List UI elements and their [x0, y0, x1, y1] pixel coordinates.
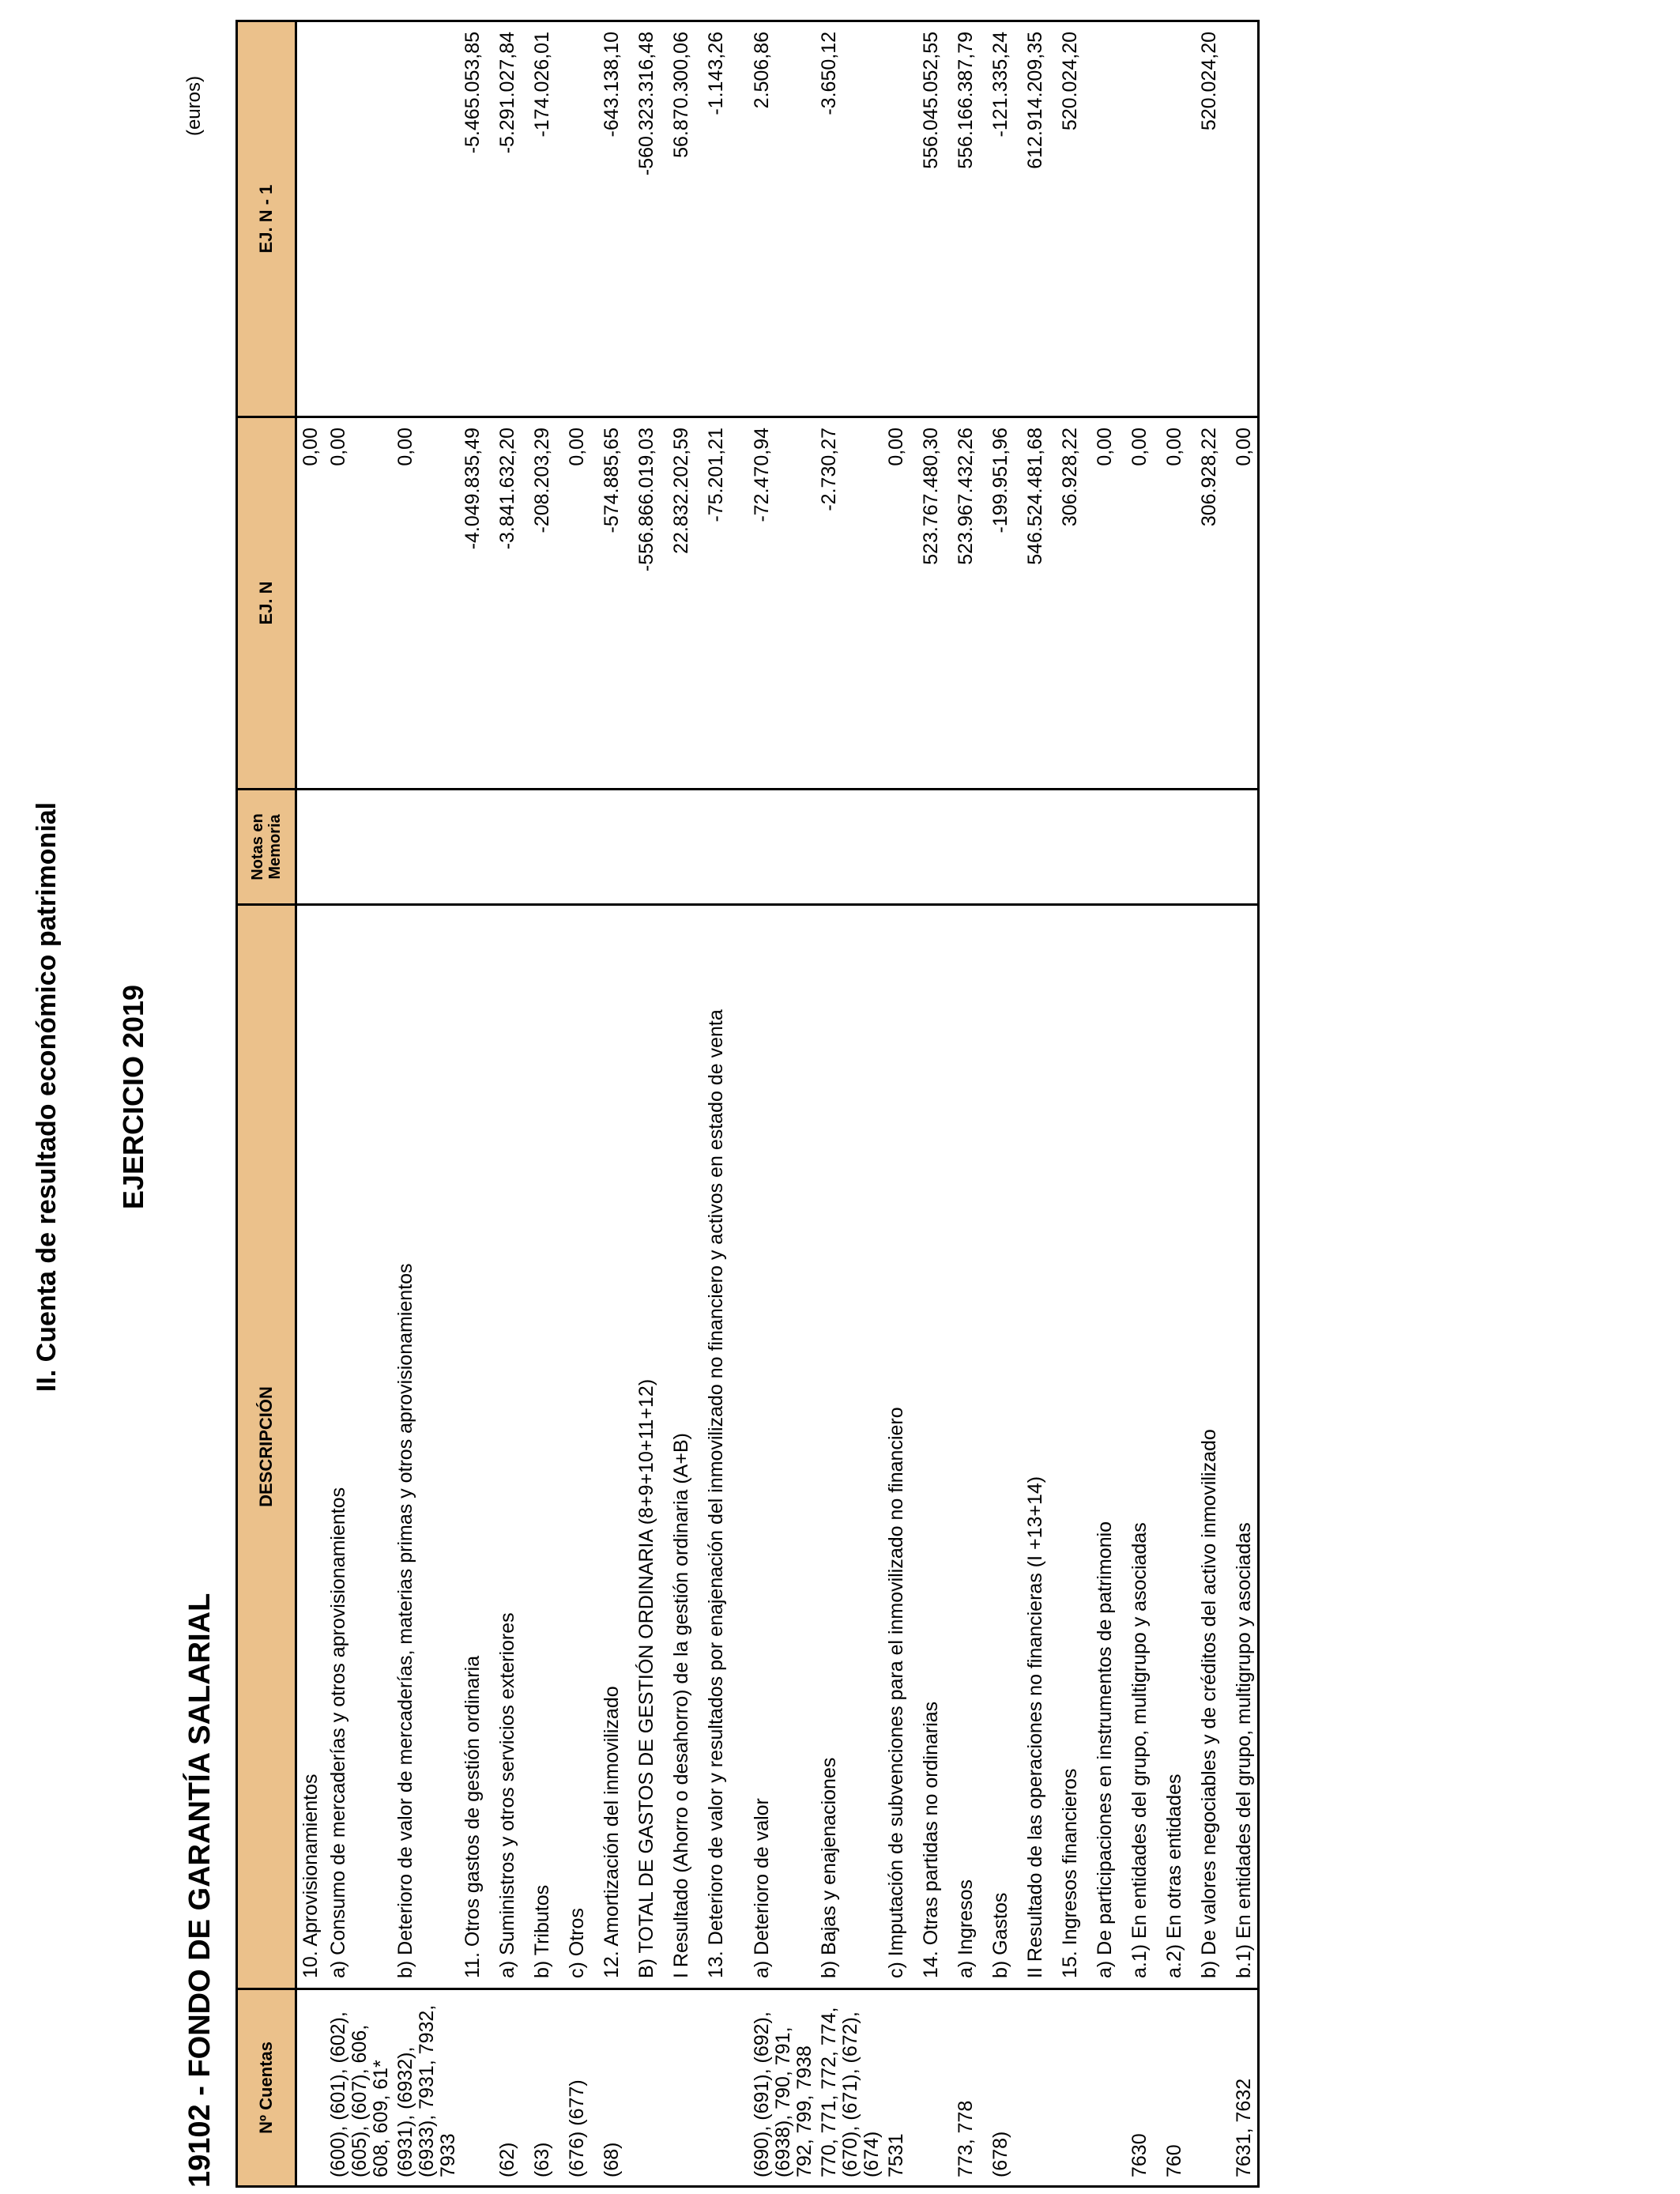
notes-cell	[392, 790, 459, 905]
notes-cell	[917, 790, 952, 905]
table-row	[883, 21, 917, 2187]
year-n-1-cell: 612.914.209,35	[1022, 21, 1057, 417]
table-row	[1196, 21, 1230, 2187]
notes-cell	[296, 790, 325, 905]
notes-cell	[1126, 790, 1161, 905]
description-cell: 15. Ingresos financieros	[1057, 905, 1091, 1989]
notes-cell	[1022, 790, 1057, 905]
accounts-cell: 773, 778	[952, 1989, 987, 2187]
accounts-cell: 7631, 7632	[1230, 1989, 1259, 2187]
header-description: DESCRIPCIÓN	[237, 905, 296, 1989]
table-row	[392, 21, 459, 2187]
accounts-cell: (600), (601), (602), (605), (607), 606, 608, 609, 61*	[325, 1989, 392, 2187]
notes-cell	[529, 790, 563, 905]
document-title: II. Cuenta de resultado económico patrimonial	[32, 801, 62, 1393]
year-n-cell: 0,00	[325, 417, 392, 790]
year-n-1-cell: 56.870.300,06	[668, 21, 703, 417]
table-row	[529, 21, 563, 2187]
accounts-cell	[1196, 1989, 1230, 2187]
description-cell: I Resultado (Ahorro o desahorro) de la gestión ordinaria (A+B)	[668, 905, 703, 1989]
year-n-cell: -574.885,65	[598, 417, 633, 790]
notes-cell	[883, 790, 917, 905]
accounts-cell: (690), (691), (692), (6938), 790, 791, 792, 799, 7938	[748, 1989, 816, 2187]
notes-cell	[325, 790, 392, 905]
description-cell: b) De valores negociables y de créditos del activo inmovilizado	[1196, 905, 1230, 1989]
notes-cell	[1091, 790, 1126, 905]
table-header-row	[237, 21, 296, 2187]
description-cell: c) Otros	[563, 905, 598, 1989]
notes-cell	[748, 790, 816, 905]
description-cell: b) Gastos	[987, 905, 1022, 1989]
results-table	[235, 20, 1260, 2188]
accounts-cell	[1057, 1989, 1091, 2187]
table-row	[748, 21, 816, 2187]
year-n-1-cell: -174.026,01	[529, 21, 563, 417]
year-n-cell: 523.767.480,30	[917, 417, 952, 790]
description-cell: II Resultado de las operaciones no financieras (I +13+14)	[1022, 905, 1057, 1989]
description-cell: a) Consumo de mercaderías y otros aprovisionamientos	[325, 905, 392, 1989]
table-row	[1161, 21, 1196, 2187]
description-cell: b) Deterioro de valor de mercaderías, materias primas y otros aprovisionamientos	[392, 905, 459, 1989]
table-row	[1126, 21, 1161, 2187]
description-cell: a) Suministros y otros servicios exteriores	[494, 905, 529, 1989]
accounts-cell: (62)	[494, 1989, 529, 2187]
table-row	[816, 21, 883, 2187]
year-n-cell: 0,00	[1230, 417, 1259, 790]
table-row	[1022, 21, 1057, 2187]
notes-cell	[1057, 790, 1091, 905]
year-n-1-cell: 520.024,20	[1057, 21, 1091, 417]
year-n-cell: -75.201,21	[703, 417, 748, 790]
year-n-cell: -556.866.019,03	[633, 417, 668, 790]
accounts-cell	[917, 1989, 952, 2187]
year-n-1-cell: -1.143,26	[703, 21, 748, 417]
year-n-1-cell: -5.291.027,84	[494, 21, 529, 417]
header-notes: Notas en Memoria	[237, 790, 296, 905]
accounts-cell: (63)	[529, 1989, 563, 2187]
description-cell: B) TOTAL DE GASTOS DE GESTIÓN ORDINARIA (8+9+10+11+12)	[633, 905, 668, 1989]
description-cell: c) Imputación de subvenciones para el inmovilizado no financiero	[883, 905, 917, 1989]
year-n-1-cell: -3.650,12	[816, 21, 883, 417]
description-cell: b) Bajas y enajenaciones	[816, 905, 883, 1989]
accounts-cell: (678)	[987, 1989, 1022, 2187]
year-n-1-cell	[296, 21, 325, 417]
header-year-n-1: EJ. N - 1	[237, 21, 296, 417]
notes-cell	[952, 790, 987, 905]
accounts-cell: (6931), (6932), (6933), 7931, 7932, 7933	[392, 1989, 459, 2187]
table-row	[459, 21, 494, 2187]
accounts-cell	[668, 1989, 703, 2187]
year-n-1-cell	[1126, 21, 1161, 417]
accounts-cell: 7531	[883, 1989, 917, 2187]
header-accounts: Nº Cuentas	[237, 1989, 296, 2187]
year-n-cell: 22.832.202,59	[668, 417, 703, 790]
year-n-cell: 0,00	[1126, 417, 1161, 790]
accounts-cell: (68)	[598, 1989, 633, 2187]
year-n-1-cell: 2.506,86	[748, 21, 816, 417]
header-year-n: EJ. N	[237, 417, 296, 790]
notes-cell	[816, 790, 883, 905]
accounts-cell	[703, 1989, 748, 2187]
description-cell: a) Ingresos	[952, 905, 987, 1989]
accounts-cell: 770, 771, 772, 774, (670), (671), (672), (674)	[816, 1989, 883, 2187]
description-cell: 14. Otras partidas no ordinarias	[917, 905, 952, 1989]
notes-cell	[703, 790, 748, 905]
table-row	[668, 21, 703, 2187]
year-n-1-cell	[883, 21, 917, 417]
table-row	[494, 21, 529, 2187]
table-body	[296, 21, 1259, 2187]
year-n-cell: -2.730,27	[816, 417, 883, 790]
notes-cell	[1196, 790, 1230, 905]
table-row	[917, 21, 952, 2187]
accounts-cell: 760	[1161, 1989, 1196, 2187]
entity-heading: 19102 - FONDO DE GARANTÍA SALARIAL	[183, 1593, 217, 2188]
year-n-cell: 0,00	[1161, 417, 1196, 790]
year-n-1-cell: -121.335,24	[987, 21, 1022, 417]
year-n-cell: -3.841.632,20	[494, 417, 529, 790]
table-row	[952, 21, 987, 2187]
notes-cell	[459, 790, 494, 905]
year-n-1-cell: 556.166.387,79	[952, 21, 987, 417]
table-row	[703, 21, 748, 2187]
table-row	[325, 21, 392, 2187]
table-row	[598, 21, 633, 2187]
year-n-cell: 0,00	[883, 417, 917, 790]
description-cell: 12. Amortización del inmovilizado	[598, 905, 633, 1989]
notes-cell	[1161, 790, 1196, 905]
year-n-cell: 0,00	[563, 417, 598, 790]
year-n-cell: -72.470,94	[748, 417, 816, 790]
table-row	[987, 21, 1022, 2187]
year-n-cell: 0,00	[296, 417, 325, 790]
accounts-cell: (676) (677)	[563, 1989, 598, 2187]
accounts-cell	[459, 1989, 494, 2187]
exercise-heading: EJERCICIO 2019	[117, 984, 149, 1210]
table-row	[1057, 21, 1091, 2187]
year-n-cell: 306.928,22	[1057, 417, 1091, 790]
notes-cell	[668, 790, 703, 905]
accounts-cell	[296, 1989, 325, 2187]
description-cell: b) Tributos	[529, 905, 563, 1989]
accounts-cell: 7630	[1126, 1989, 1161, 2187]
notes-cell	[598, 790, 633, 905]
notes-cell	[1230, 790, 1259, 905]
notes-cell	[494, 790, 529, 905]
year-n-1-cell	[563, 21, 598, 417]
description-cell: a) De participaciones en instrumentos de patrimonio	[1091, 905, 1126, 1989]
year-n-cell: -199.951,96	[987, 417, 1022, 790]
accounts-cell	[1022, 1989, 1057, 2187]
year-n-cell: 546.524.481,68	[1022, 417, 1057, 790]
table-row	[296, 21, 325, 2187]
accounts-cell	[633, 1989, 668, 2187]
year-n-1-cell	[325, 21, 392, 417]
year-n-cell: -208.203,29	[529, 417, 563, 790]
description-cell: b.1) En entidades del grupo, multigrupo y asociadas	[1230, 905, 1259, 1989]
year-n-1-cell: -560.323.316,48	[633, 21, 668, 417]
notes-cell	[563, 790, 598, 905]
year-n-cell: 523.967.432,26	[952, 417, 987, 790]
year-n-1-cell: 556.045.052,55	[917, 21, 952, 417]
year-n-cell: 306.928,22	[1196, 417, 1230, 790]
table-row	[633, 21, 668, 2187]
table-row	[1230, 21, 1259, 2187]
description-cell: 11. Otros gastos de gestión ordinaria	[459, 905, 494, 1989]
year-n-1-cell: 520.024,20	[1196, 21, 1230, 417]
description-cell: 10. Aprovisionamientos	[296, 905, 325, 1989]
notes-cell	[633, 790, 668, 905]
description-cell: 13. Deterioro de valor y resultados por enajenación del inmovilizado no financiero y activos en estado de venta	[703, 905, 748, 1989]
currency-note: (euros)	[183, 76, 205, 137]
description-cell: a.1) En entidades del grupo, multigrupo y asociadas	[1126, 905, 1161, 1989]
year-n-cell: 0,00	[392, 417, 459, 790]
accounts-cell	[1091, 1989, 1126, 2187]
description-cell: a) Deterioro de valor	[748, 905, 816, 1989]
year-n-1-cell	[1161, 21, 1196, 417]
year-n-1-cell	[1230, 21, 1259, 417]
table-row	[563, 21, 598, 2187]
description-cell: a.2) En otras entidades	[1161, 905, 1196, 1989]
year-n-1-cell	[392, 21, 459, 417]
notes-cell	[987, 790, 1022, 905]
year-n-1-cell	[1091, 21, 1126, 417]
table-row	[1091, 21, 1126, 2187]
year-n-cell: 0,00	[1091, 417, 1126, 790]
year-n-1-cell: -5.465.053,85	[459, 21, 494, 417]
year-n-1-cell: -643.138,10	[598, 21, 633, 417]
year-n-cell: -4.049.835,49	[459, 417, 494, 790]
